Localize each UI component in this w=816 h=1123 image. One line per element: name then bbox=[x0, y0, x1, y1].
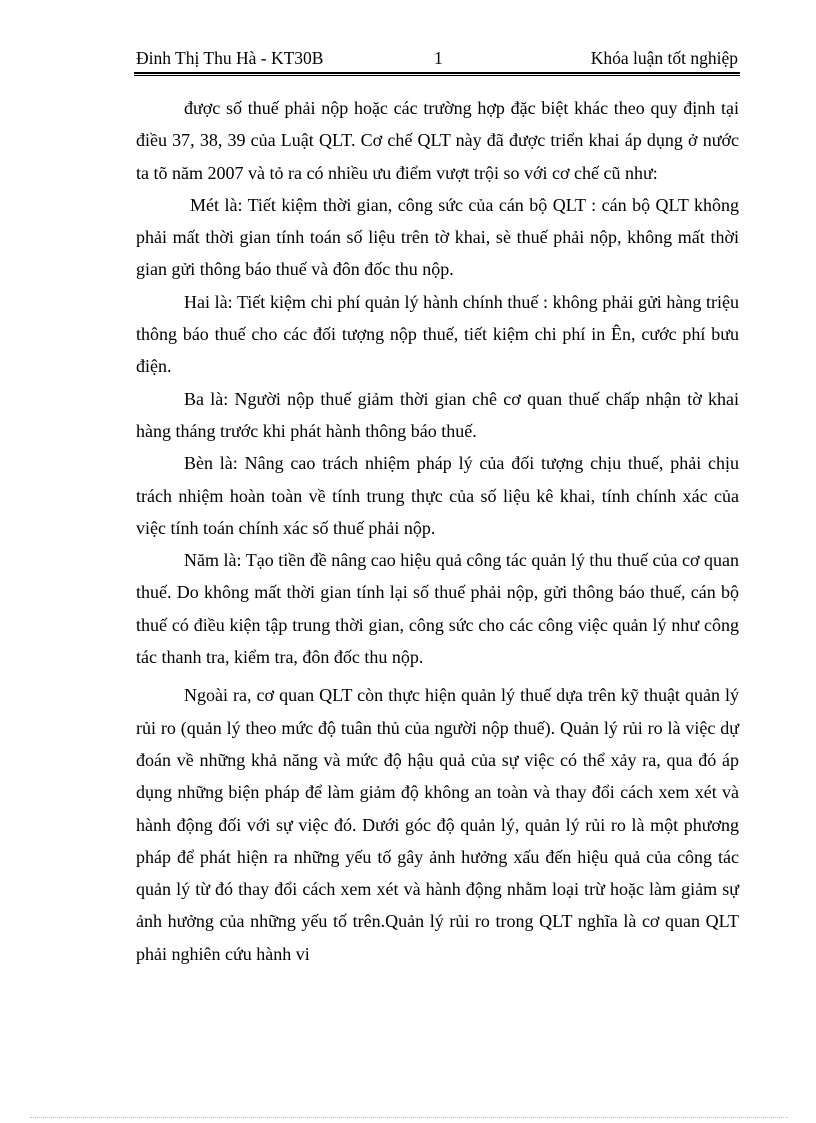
header-rule-thin bbox=[134, 75, 740, 76]
body-text bbox=[136, 92, 739, 970]
page-header bbox=[136, 48, 738, 72]
page-bottom-dotted-border bbox=[30, 1117, 788, 1118]
paragraph-risk-management: Ngoài ra, cơ quan QLT còn thực hiện quản lý thuế dựa trên kỹ thuật quản lý rủi ro (quản lý theo mức độ tuân thủ của người nộp thuế). Quản lý rủi ro là việc dự đoán về những khả năng và mức độ hậu quả của sự việc có thể xảy ra, qua đó áp dụng những biện pháp để làm giảm độ không an toàn và thay đổi cách xem xét và hành động đối với sự việc đó. Dưới góc độ quản lý, quản lý rủi ro là một phương pháp để phát hiện ra những yếu tố gây ảnh hưởng xấu đến hiệu quả của công tác quản lý từ đó thay đổi cách xem xét và hành động nhằm loại trừ hoặc làm giảm sự ảnh hưởng của những yếu tố trên.Quản lý rủi ro trong QLT nghĩa là cơ quan QLT phải nghiên cứu hành vi bbox=[136, 685, 739, 964]
header-rule-thick bbox=[134, 72, 740, 74]
paragraph-fourth-point: Bèn là: Nâng cao trách nhiệm pháp lý của đối tượng chịu thuế, phải chịu trách nhiệm hoàn toàn về tính trung thực của số liệu kê khai, tính chính xác của việc tính toán chính xác số thuế phải nộp. bbox=[136, 453, 739, 538]
paragraph-fifth-point: Năm là: Tạo tiền đề nâng cao hiệu quả công tác quản lý thu thuế của cơ quan thuế. Do không mất thời gian tính lại số thuế phải nộp, gửi thông báo thuế, cán bộ thuế có điều kiện tập trung thời gian, công sức cho các công việc quản lý như công tác thanh tra, kiểm tra, đôn đốc thu nộp. bbox=[136, 550, 739, 668]
paragraph-intro: được số thuế phải nộp hoặc các trường hợp đặc biệt khác theo quy định tại điều 37, 38, 39 của Luật QLT. Cơ chế QLT này đã được triển khai áp dụng ở nước ta tõ năm 2007 và tỏ ra có nhiều ưu điểm vượt trội so với cơ chế cũ như: bbox=[136, 98, 739, 183]
header-page-number: 1 bbox=[434, 48, 443, 68]
header-document-type: Khóa luận tốt nghiệp bbox=[590, 48, 738, 68]
paragraph-third-point: Ba là: Người nộp thuế giảm thời gian chê cơ quan thuế chấp nhận tờ khai hàng tháng trước khi phát hành thông báo thuế. bbox=[136, 388, 739, 441]
paragraph-second-point: Hai là: Tiết kiệm chi phí quản lý hành chính thuế : không phải gửi hàng triệu thông báo thuế cho các đối tượng nộp thuế, tiết kiệm chi phí in Ên, cước phí bưu điện. bbox=[136, 291, 739, 377]
header-author: Đinh Thị Thu Hà - KT30B bbox=[136, 48, 324, 68]
paragraph-first-point: Mét là: Tiết kiệm thời gian, công sức của cán bộ QLT : cán bộ QLT không phải mất thời gian tính toán số liệu trên tờ khai, sè thuế phải nộp, không mất thời gian gửi thông báo thuế và đôn đốc thu nộp. bbox=[136, 194, 739, 280]
